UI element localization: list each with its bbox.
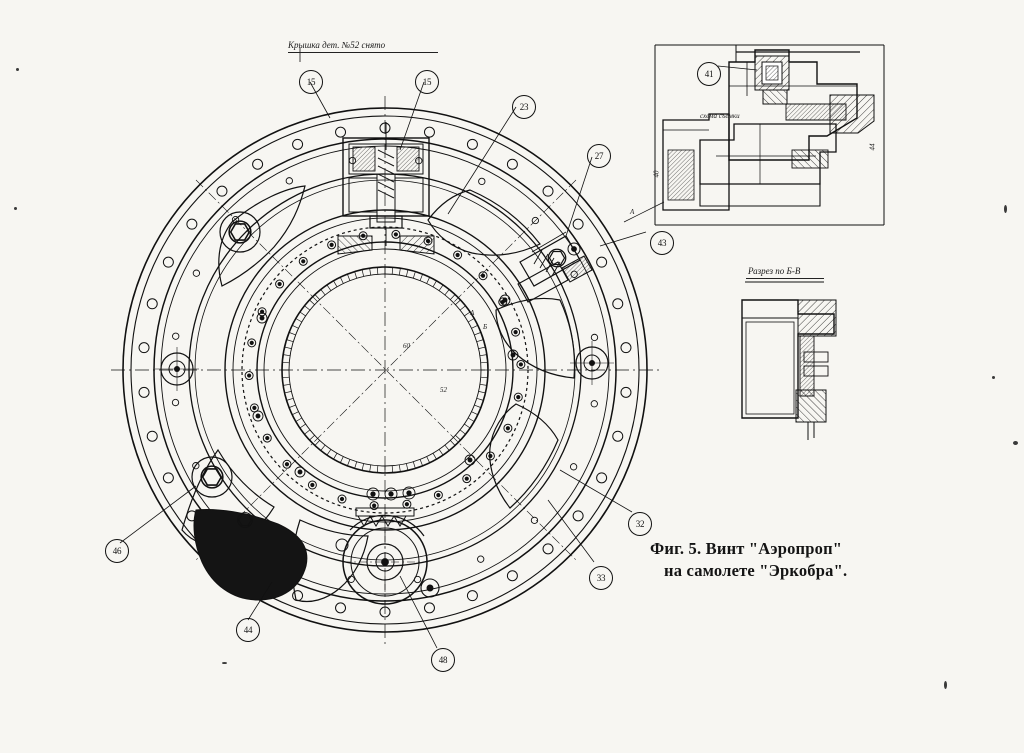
dim-60-label: 60: [403, 342, 410, 350]
dim-52-label: 52: [440, 386, 447, 394]
page-speck-2: [16, 68, 19, 71]
page-speck-1: [14, 207, 17, 210]
page-speck-5: [1013, 441, 1018, 445]
mark-a-upper-label: А: [630, 208, 635, 216]
callout-balloon-15a[interactable]: 15: [299, 70, 323, 94]
top-note-underline: [288, 52, 438, 53]
callout-balloon-33[interactable]: 33: [589, 566, 613, 590]
mark-a-lower-label: А: [470, 309, 475, 317]
section-bb-label: Разрез по Б-В: [748, 266, 801, 276]
dim-40-label: 40: [652, 170, 661, 178]
callout-balloon-32[interactable]: 32: [628, 512, 652, 536]
callout-balloon-23[interactable]: 23: [512, 95, 536, 119]
figure-caption-line2: на самолете "Эркобра".: [664, 561, 848, 580]
mark-b-label: Б: [483, 323, 488, 331]
callout-balloon-48[interactable]: 48: [431, 648, 455, 672]
section-aa-label: схема съемки: [700, 112, 740, 120]
page-speck-6: [944, 681, 947, 689]
callout-balloon-44[interactable]: 44: [236, 618, 260, 642]
page-speck-4: [992, 376, 995, 379]
callout-balloon-43[interactable]: 43: [650, 231, 674, 255]
page-speck-7: [222, 662, 227, 664]
dim-44-label: 44: [868, 143, 877, 151]
callout-balloon-41[interactable]: 41: [697, 62, 721, 86]
callout-balloon-15b[interactable]: 15: [415, 70, 439, 94]
section-bb-underline: [746, 278, 824, 279]
callout-balloon-27[interactable]: 27: [587, 144, 611, 168]
callout-balloon-46[interactable]: 46: [105, 539, 129, 563]
figure-caption-line1: Фиг. 5. Винт "Аэропроп": [650, 539, 843, 558]
top-note-label: Крышка дет. №52 снято: [288, 40, 386, 50]
page-speck-3: [1004, 205, 1007, 213]
